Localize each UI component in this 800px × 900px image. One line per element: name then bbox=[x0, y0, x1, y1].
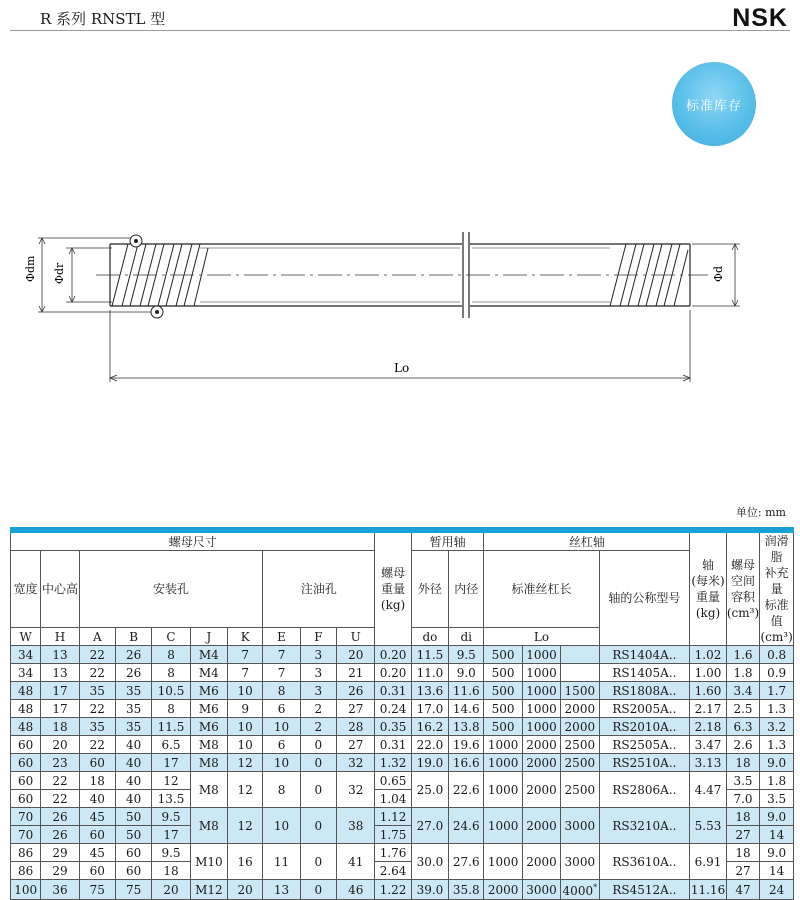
cell-di: 11.6 bbox=[449, 682, 484, 700]
cell-vol: 47 bbox=[726, 880, 760, 900]
cell-C: 8 bbox=[152, 700, 190, 718]
stock-badge-label: 标准库存 bbox=[685, 98, 742, 114]
table-row bbox=[11, 736, 794, 754]
cell-A: 60 bbox=[79, 826, 115, 844]
cell-W: 34 bbox=[11, 646, 41, 664]
cell-J: M8 bbox=[190, 754, 227, 772]
cell-model: RS2010A.. bbox=[599, 718, 690, 736]
cell-B: 60 bbox=[115, 844, 151, 862]
cell-B: 35 bbox=[115, 682, 151, 700]
cell-L1: 1000 bbox=[484, 772, 522, 808]
cell-C: 8 bbox=[152, 646, 190, 664]
cell-A: 45 bbox=[79, 808, 115, 826]
header-nut-space: 螺母 空间 容积 (cm³) bbox=[726, 533, 760, 646]
cell-U: 46 bbox=[337, 880, 375, 900]
header-outer-dia: 外径 bbox=[411, 551, 448, 628]
cell-do: 19.0 bbox=[411, 754, 448, 772]
header-oil-hole: 注油孔 bbox=[263, 551, 375, 628]
cell-F: 0 bbox=[300, 772, 336, 808]
cell-W: 34 bbox=[11, 664, 41, 682]
cell-L3: 2500 bbox=[561, 772, 599, 808]
header-width: 宽度 bbox=[11, 551, 41, 628]
cell-do: 22.0 bbox=[411, 736, 448, 754]
d-label: Φd bbox=[712, 265, 725, 282]
cell-L1: 500 bbox=[484, 646, 522, 664]
page-header bbox=[10, 4, 790, 31]
cell-A: 60 bbox=[79, 754, 115, 772]
cell-C: 11.5 bbox=[152, 718, 190, 736]
cell-H: 29 bbox=[41, 844, 79, 862]
cell-L2: 1000 bbox=[522, 664, 560, 682]
cell-di: 16.6 bbox=[449, 754, 484, 772]
cell-L3: 2500 bbox=[561, 754, 599, 772]
cell-L2: 2000 bbox=[522, 772, 560, 808]
col-C: C bbox=[152, 628, 190, 646]
cell-B: 35 bbox=[115, 700, 151, 718]
cell-sw: 3.13 bbox=[690, 754, 726, 772]
cell-model: RS2510A.. bbox=[599, 754, 690, 772]
cell-H: 23 bbox=[41, 754, 79, 772]
cell-H: 36 bbox=[41, 880, 79, 900]
cell-model: RS2005A.. bbox=[599, 700, 690, 718]
cell-E: 10 bbox=[263, 718, 300, 736]
cell-di: 35.8 bbox=[449, 880, 484, 900]
cell-L1: 500 bbox=[484, 664, 522, 682]
cell-B: 75 bbox=[115, 880, 151, 900]
cell-L3: 1500 bbox=[561, 682, 599, 700]
cell-vol: 6.3 bbox=[726, 718, 760, 736]
cell-wt: 1.04 bbox=[375, 790, 411, 808]
cell-vol: 18 bbox=[726, 754, 760, 772]
cell-sw: 1.02 bbox=[690, 646, 726, 664]
header-mount-hole: 安装孔 bbox=[79, 551, 263, 628]
cell-U: 38 bbox=[337, 808, 375, 844]
cell-L2: 2000 bbox=[522, 736, 560, 754]
cell-vol: 2.5 bbox=[726, 700, 760, 718]
cell-E: 8 bbox=[263, 682, 300, 700]
col-H: H bbox=[41, 628, 79, 646]
cell-vol: 18 bbox=[726, 808, 760, 826]
cell-gr: 14 bbox=[760, 826, 794, 844]
cell-J: M8 bbox=[190, 772, 227, 808]
cell-K: 7 bbox=[228, 646, 263, 664]
cell-gr: 9.0 bbox=[760, 808, 794, 826]
cell-gr: 1.3 bbox=[760, 700, 794, 718]
cell-U: 20 bbox=[337, 646, 375, 664]
cell-L1: 500 bbox=[484, 682, 522, 700]
header-nut-weight: 螺母 重量 (kg) bbox=[375, 533, 411, 646]
cell-A: 35 bbox=[79, 682, 115, 700]
cell-L1: 1000 bbox=[484, 754, 522, 772]
cell-L3: 2000 bbox=[561, 700, 599, 718]
cell-E: 10 bbox=[263, 754, 300, 772]
cell-vol: 27 bbox=[726, 826, 760, 844]
cell-E: 6 bbox=[263, 736, 300, 754]
cell-C: 10.5 bbox=[152, 682, 190, 700]
cell-E: 7 bbox=[263, 664, 300, 682]
cell-H: 26 bbox=[41, 808, 79, 826]
cell-L3: 4000* bbox=[561, 880, 599, 900]
cell-do: 16.2 bbox=[411, 718, 448, 736]
cell-gr: 1.7 bbox=[760, 682, 794, 700]
cell-vol: 3.4 bbox=[726, 682, 760, 700]
cell-wt: 0.20 bbox=[375, 646, 411, 664]
cell-H: 17 bbox=[41, 682, 79, 700]
cell-do: 39.0 bbox=[411, 880, 448, 900]
cell-F: 0 bbox=[300, 808, 336, 844]
cell-E: 13 bbox=[263, 880, 300, 900]
cell-W: 86 bbox=[11, 844, 41, 862]
cell-U: 32 bbox=[337, 754, 375, 772]
cell-L3: 2500 bbox=[561, 736, 599, 754]
cell-F: 0 bbox=[300, 754, 336, 772]
col-A: A bbox=[79, 628, 115, 646]
series-title: R 系列 RNSTL 型 bbox=[40, 10, 166, 28]
cell-A: 60 bbox=[79, 862, 115, 880]
cell-B: 40 bbox=[115, 790, 151, 808]
cell-L2: 1000 bbox=[522, 682, 560, 700]
cell-F: 2 bbox=[300, 700, 336, 718]
cell-vol: 1.8 bbox=[726, 664, 760, 682]
cell-J: M6 bbox=[190, 682, 227, 700]
cell-L2: 2000 bbox=[522, 844, 560, 880]
table-row bbox=[11, 844, 794, 862]
header-shaft-weight: 轴 (每米) 重量 (kg) bbox=[690, 533, 726, 646]
cell-di: 19.6 bbox=[449, 736, 484, 754]
header-inner-dia: 内径 bbox=[449, 551, 484, 628]
cell-vol: 18 bbox=[726, 844, 760, 862]
cell-J: M6 bbox=[190, 718, 227, 736]
stock-badge bbox=[672, 62, 756, 146]
cell-A: 22 bbox=[79, 664, 115, 682]
cell-di: 9.5 bbox=[449, 646, 484, 664]
cell-W: 86 bbox=[11, 862, 41, 880]
cell-K: 12 bbox=[228, 772, 263, 808]
cell-di: 14.6 bbox=[449, 700, 484, 718]
cell-K: 10 bbox=[228, 682, 263, 700]
ball-screw-drawing bbox=[0, 210, 800, 410]
cell-wt: 0.31 bbox=[375, 682, 411, 700]
cell-wt: 0.31 bbox=[375, 736, 411, 754]
cell-U: 41 bbox=[337, 844, 375, 880]
cell-A: 40 bbox=[79, 790, 115, 808]
cell-H: 17 bbox=[41, 700, 79, 718]
cell-K: 10 bbox=[228, 718, 263, 736]
cell-B: 40 bbox=[115, 772, 151, 790]
cell-W: 60 bbox=[11, 754, 41, 772]
header-std-length: 标准丝杠长 bbox=[484, 551, 599, 628]
cell-L2: 2000 bbox=[522, 754, 560, 772]
cell-sw: 4.47 bbox=[690, 772, 726, 808]
cell-wt: 0.24 bbox=[375, 700, 411, 718]
cell-sw: 5.53 bbox=[690, 808, 726, 844]
cell-C: 18 bbox=[152, 862, 190, 880]
table-row bbox=[11, 646, 794, 664]
length-label: Lo bbox=[394, 361, 410, 375]
cell-F: 0 bbox=[300, 880, 336, 900]
cell-A: 45 bbox=[79, 844, 115, 862]
cell-B: 40 bbox=[115, 736, 151, 754]
cell-gr: 0.9 bbox=[760, 664, 794, 682]
cell-C: 13.5 bbox=[152, 790, 190, 808]
cell-vol: 2.6 bbox=[726, 736, 760, 754]
cell-L2: 1000 bbox=[522, 700, 560, 718]
cell-A: 22 bbox=[79, 646, 115, 664]
cell-do: 11.5 bbox=[411, 646, 448, 664]
cell-J: M10 bbox=[190, 844, 227, 880]
cell-L3: 2000 bbox=[561, 718, 599, 736]
dm-label: Φdm bbox=[24, 255, 37, 282]
cell-W: 60 bbox=[11, 772, 41, 790]
cell-vol: 7.0 bbox=[726, 790, 760, 808]
header-shaft-spec: 暂用轴 bbox=[411, 533, 484, 551]
dr-label: Φdr bbox=[53, 262, 66, 284]
table-row bbox=[11, 700, 794, 718]
header-grease: 润滑脂 补充量 标准值 (cm³) bbox=[760, 534, 793, 644]
cell-U: 27 bbox=[337, 700, 375, 718]
cell-J: M8 bbox=[190, 736, 227, 754]
cell-B: 50 bbox=[115, 808, 151, 826]
cell-C: 8 bbox=[152, 664, 190, 682]
cell-F: 2 bbox=[300, 718, 336, 736]
cell-K: 12 bbox=[228, 808, 263, 844]
cell-gr: 0.8 bbox=[760, 646, 794, 664]
col-do: do bbox=[411, 628, 448, 646]
table-row bbox=[11, 718, 794, 736]
cell-E: 10 bbox=[263, 808, 300, 844]
cell-wt: 1.12 bbox=[375, 808, 411, 826]
cell-W: 70 bbox=[11, 808, 41, 826]
cell-model: RS1405A.. bbox=[599, 664, 690, 682]
cell-F: 3 bbox=[300, 664, 336, 682]
cell-sw: 2.18 bbox=[690, 718, 726, 736]
cell-U: 21 bbox=[337, 664, 375, 682]
cell-L1: 1000 bbox=[484, 844, 522, 880]
spec-table bbox=[10, 527, 794, 900]
cell-A: 22 bbox=[79, 736, 115, 754]
nsk-logo: NSK bbox=[732, 4, 788, 32]
col-J: J bbox=[190, 628, 227, 646]
cell-H: 26 bbox=[41, 826, 79, 844]
cell-wt: 1.76 bbox=[375, 844, 411, 862]
cell-di: 13.8 bbox=[449, 718, 484, 736]
cell-wt: 0.65 bbox=[375, 772, 411, 790]
cell-gr: 9.0 bbox=[760, 754, 794, 772]
header-nominal-model: 轴的公称型号 bbox=[599, 551, 690, 646]
cell-K: 16 bbox=[228, 844, 263, 880]
cell-sw: 6.91 bbox=[690, 844, 726, 880]
unit-label: 单位: mm bbox=[735, 506, 786, 519]
table-row bbox=[11, 808, 794, 826]
cell-sw: 1.60 bbox=[690, 682, 726, 700]
cell-W: 48 bbox=[11, 682, 41, 700]
cell-C: 6.5 bbox=[152, 736, 190, 754]
cell-wt: 1.32 bbox=[375, 754, 411, 772]
cell-B: 50 bbox=[115, 826, 151, 844]
cell-F: 3 bbox=[300, 646, 336, 664]
cell-wt: 1.75 bbox=[375, 826, 411, 844]
cell-gr: 14 bbox=[760, 862, 794, 880]
header-center-height: 中心高 bbox=[41, 551, 79, 628]
cell-wt: 0.35 bbox=[375, 718, 411, 736]
cell-E: 8 bbox=[263, 772, 300, 808]
cell-C: 20 bbox=[152, 880, 190, 900]
cell-A: 22 bbox=[79, 700, 115, 718]
col-E: E bbox=[263, 628, 300, 646]
cell-di: 27.6 bbox=[449, 844, 484, 880]
cell-do: 27.0 bbox=[411, 808, 448, 844]
cell-gr: 9.0 bbox=[760, 844, 794, 862]
cell-L1: 500 bbox=[484, 700, 522, 718]
cell-di: 22.6 bbox=[449, 772, 484, 808]
cell-L3: 3000 bbox=[561, 844, 599, 880]
cell-J: M8 bbox=[190, 808, 227, 844]
cell-E: 11 bbox=[263, 844, 300, 880]
cell-A: 35 bbox=[79, 718, 115, 736]
cell-gr: 1.3 bbox=[760, 736, 794, 754]
col-W: W bbox=[11, 628, 41, 646]
cell-C: 17 bbox=[152, 754, 190, 772]
cell-U: 26 bbox=[337, 682, 375, 700]
cell-model: RS2505A.. bbox=[599, 736, 690, 754]
footnote-mark: * bbox=[593, 883, 598, 892]
cell-B: 26 bbox=[115, 646, 151, 664]
cell-K: 12 bbox=[228, 754, 263, 772]
table-row bbox=[11, 754, 794, 772]
cell-sw: 3.47 bbox=[690, 736, 726, 754]
col-B: B bbox=[115, 628, 151, 646]
cell-do: 11.0 bbox=[411, 664, 448, 682]
col-Lo: Lo bbox=[484, 628, 599, 646]
cell-C: 9.5 bbox=[152, 808, 190, 826]
col-F: F bbox=[300, 628, 336, 646]
cell-gr: 24 bbox=[760, 880, 794, 900]
cell-E: 7 bbox=[263, 646, 300, 664]
cell-F: 0 bbox=[300, 844, 336, 880]
cell-F: 3 bbox=[300, 682, 336, 700]
col-U: U bbox=[337, 628, 375, 646]
cell-J: M4 bbox=[190, 664, 227, 682]
cell-U: 27 bbox=[337, 736, 375, 754]
cell-C: 9.5 bbox=[152, 844, 190, 862]
cell-K: 9 bbox=[228, 700, 263, 718]
cell-model: RS2806A.. bbox=[599, 772, 690, 808]
cell-W: 60 bbox=[11, 790, 41, 808]
cell-vol: 3.5 bbox=[726, 772, 760, 790]
cell-do: 13.6 bbox=[411, 682, 448, 700]
cell-H: 22 bbox=[41, 790, 79, 808]
cell-W: 100 bbox=[11, 880, 41, 900]
cell-H: 18 bbox=[41, 718, 79, 736]
cell-U: 32 bbox=[337, 772, 375, 808]
cell-A: 75 bbox=[79, 880, 115, 900]
table-row bbox=[11, 682, 794, 700]
cell-do: 30.0 bbox=[411, 844, 448, 880]
cell-model: RS3610A.. bbox=[599, 844, 690, 880]
cell-L2: 3000 bbox=[522, 880, 560, 900]
cell-K: 7 bbox=[228, 664, 263, 682]
cell-wt: 0.20 bbox=[375, 664, 411, 682]
cell-K: 20 bbox=[228, 880, 263, 900]
spec-table-body bbox=[11, 646, 794, 900]
cell-gr: 3.2 bbox=[760, 718, 794, 736]
cell-L1: 500 bbox=[484, 718, 522, 736]
cell-J: M12 bbox=[190, 880, 227, 900]
cell-H: 20 bbox=[41, 736, 79, 754]
cell-L2: 2000 bbox=[522, 808, 560, 844]
cell-H: 13 bbox=[41, 664, 79, 682]
cell-wt: 1.22 bbox=[375, 880, 411, 900]
cell-sw: 2.17 bbox=[690, 700, 726, 718]
cell-B: 26 bbox=[115, 664, 151, 682]
cell-C: 12 bbox=[152, 772, 190, 790]
cell-L3 bbox=[561, 664, 599, 682]
cell-B: 35 bbox=[115, 718, 151, 736]
cell-model: RS1404A.. bbox=[599, 646, 690, 664]
cell-F: 0 bbox=[300, 736, 336, 754]
table-row bbox=[11, 772, 794, 790]
table-row bbox=[11, 880, 794, 900]
cell-W: 48 bbox=[11, 700, 41, 718]
cell-J: M4 bbox=[190, 646, 227, 664]
cell-B: 60 bbox=[115, 862, 151, 880]
header-nut-dims: 螺母尺寸 bbox=[11, 533, 375, 551]
cell-gr: 1.8 bbox=[760, 772, 794, 790]
cell-H: 29 bbox=[41, 862, 79, 880]
cell-L1: 1000 bbox=[484, 736, 522, 754]
cell-L1: 2000 bbox=[484, 880, 522, 900]
cell-L1: 1000 bbox=[484, 808, 522, 844]
cell-W: 70 bbox=[11, 826, 41, 844]
cell-H: 13 bbox=[41, 646, 79, 664]
col-di: di bbox=[449, 628, 484, 646]
cell-di: 9.0 bbox=[449, 664, 484, 682]
cell-H: 22 bbox=[41, 772, 79, 790]
header-screw-shaft: 丝杠轴 bbox=[484, 533, 690, 551]
cell-E: 6 bbox=[263, 700, 300, 718]
table-row bbox=[11, 664, 794, 682]
cell-W: 48 bbox=[11, 718, 41, 736]
cell-L2: 1000 bbox=[522, 718, 560, 736]
cell-model: RS3210A.. bbox=[599, 808, 690, 844]
cell-L2: 1000 bbox=[522, 646, 560, 664]
cell-model: RS4512A.. bbox=[599, 880, 690, 900]
cell-U: 28 bbox=[337, 718, 375, 736]
cell-do: 17.0 bbox=[411, 700, 448, 718]
cell-A: 18 bbox=[79, 772, 115, 790]
cell-sw: 11.16 bbox=[690, 880, 726, 900]
col-K: K bbox=[228, 628, 263, 646]
cell-vol: 1.6 bbox=[726, 646, 760, 664]
cell-B: 40 bbox=[115, 754, 151, 772]
cell-K: 10 bbox=[228, 736, 263, 754]
cell-L3 bbox=[561, 646, 599, 664]
cell-sw: 1.00 bbox=[690, 664, 726, 682]
cell-wt: 2.64 bbox=[375, 862, 411, 880]
cell-gr: 3.5 bbox=[760, 790, 794, 808]
cell-di: 24.6 bbox=[449, 808, 484, 844]
cell-J: M6 bbox=[190, 700, 227, 718]
cell-do: 25.0 bbox=[411, 772, 448, 808]
cell-vol: 27 bbox=[726, 862, 760, 880]
cell-C: 17 bbox=[152, 826, 190, 844]
cell-L3: 3000 bbox=[561, 808, 599, 844]
cell-model: RS1808A.. bbox=[599, 682, 690, 700]
cell-W: 60 bbox=[11, 736, 41, 754]
